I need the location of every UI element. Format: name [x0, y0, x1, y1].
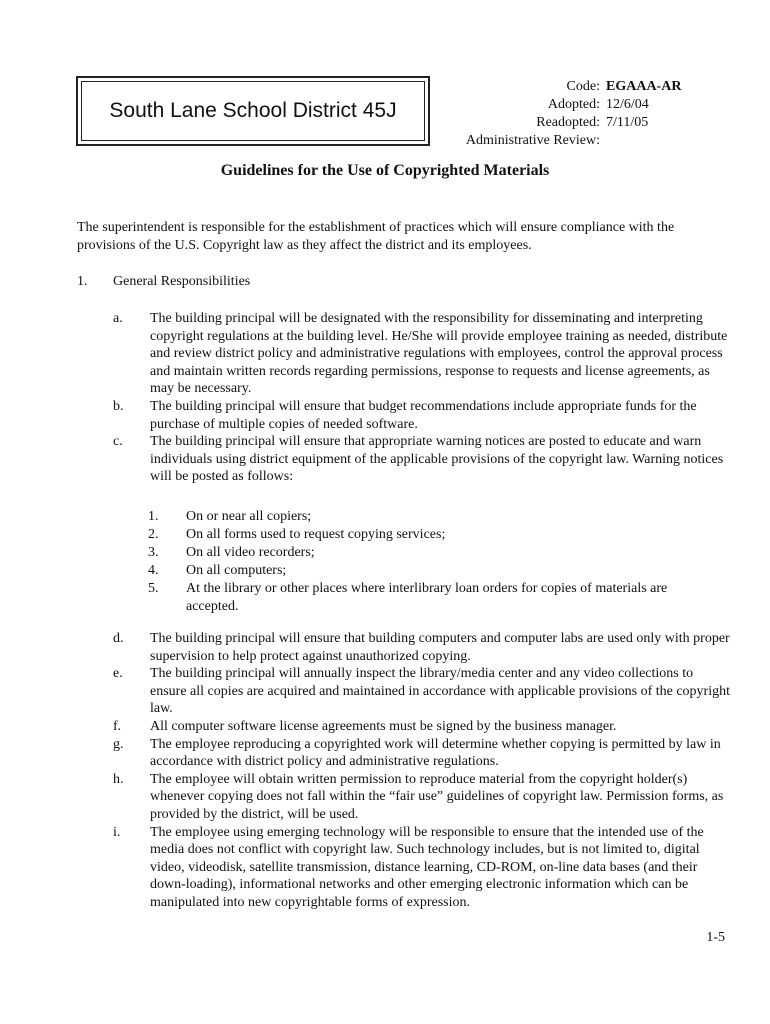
item-letter: b.: [113, 398, 124, 414]
item-text: The employee using emerging technology will be responsible to ensure that the intended use of the media does not conflict with copyright law. Such technology includes, but is not limited to, digital video, videodisk, satellite transmission, distance learning, CD-ROM, on-line data bases (and their down-loading), informational networks and other emerging electronic information which can be manipulated into new copyrightable forms of expression.: [150, 824, 704, 910]
item-number: 2.: [148, 527, 159, 542]
item-text: The building principal will annually inspect the library/media center and any video collections to ensure all copies are acquired and maintained in accordance with applicable provisions of the copyright law.: [150, 666, 731, 717]
list-item: [0, 771, 770, 824]
meta-code: [440, 78, 716, 96]
item-text: On or near all copiers;: [186, 509, 312, 524]
list-item: [0, 508, 770, 526]
item-letter: f.: [113, 718, 122, 734]
list-item: [0, 310, 770, 398]
meta-value: 7/11/05: [606, 115, 649, 130]
meta-label: Code:: [566, 79, 600, 94]
district-name: South Lane School District 45J: [109, 99, 397, 122]
list-item: [0, 665, 770, 718]
item-text: The building principal will be designated with the responsibility for disseminating and interpreting copyright regulations at the building level. He/She will provide employee training as needed, distribute and review district policy and administrative regulations with employees, control the approval process and maintain written records regarding permissions, response to requests and license agreements, as may be necessary.: [150, 311, 728, 397]
item-number: 4.: [148, 563, 159, 578]
item-number: 3.: [148, 545, 159, 560]
item-text: All computer software license agreements must be signed by the business manager.: [150, 718, 617, 734]
list-item: [0, 718, 770, 736]
meta-label: Administrative Review:: [465, 133, 600, 148]
item-letter: i.: [113, 824, 121, 840]
item-letter: a.: [113, 311, 123, 326]
item-text: On all computers;: [186, 563, 287, 578]
meta-adopted: [440, 96, 716, 114]
item-text: The building principal will ensure that building computers and computer labs are used only with proper supervision to help protect against unauthorized copying.: [150, 631, 730, 664]
meta-value: EGAAA-AR: [606, 79, 682, 94]
meta-label: Adopted:: [547, 97, 600, 112]
section-label: General Responsibilities: [113, 274, 251, 289]
meta-value: [606, 132, 716, 150]
item-letter: e.: [113, 666, 123, 682]
meta-review: [440, 132, 716, 150]
section-heading: [77, 273, 250, 291]
intro-paragraph: The superintendent is responsible for the establishment of practices which will ensure compliance with the provisions of the U.S. Copyright law as they affect the district and its employees.: [77, 220, 675, 253]
item-number: 1.: [148, 509, 159, 524]
list-item: [0, 562, 770, 580]
item-letter: c.: [113, 434, 123, 450]
item-letter: d.: [113, 631, 124, 646]
list-item: [0, 630, 770, 665]
item-text: The building principal will ensure that appropriate warning notices are posted to educate and warn individuals using district equipment of the applicable provisions of the copyright law. Warning notices will be posted as follows:: [150, 434, 724, 485]
item-letter: g.: [113, 736, 124, 752]
district-header-box: [76, 76, 430, 146]
item-number: 5.: [148, 581, 159, 596]
district-header-inner: [81, 81, 425, 141]
list-item: [0, 398, 770, 433]
section-number: 1.: [77, 274, 88, 289]
item-text: At the library or other places where interlibrary loan orders for copies of materials are accepted.: [186, 581, 668, 614]
list-item: [0, 824, 770, 912]
warning-notice-list: [0, 508, 770, 616]
document-title: Guidelines for the Use of Copyrighted Materials: [220, 162, 550, 179]
list-item: [0, 526, 770, 544]
item-text: The building principal will ensure that budget recommendations include appropriate funds for the purchase of multiple copies of needed software.: [150, 398, 697, 432]
list-item: [0, 736, 770, 771]
meta-label: Readopted:: [536, 115, 600, 130]
item-text: The employee will obtain written permission to reproduce material from the copyright holder(s) whenever copying does not fall within the “fair use” guidelines of copyright law. Permission forms, as provided by the district, will be used.: [150, 771, 724, 822]
list-item: [0, 433, 770, 486]
list-item: [0, 580, 770, 616]
item-text: On all video recorders;: [186, 545, 315, 560]
item-text: The employee reproducing a copyrighted work will determine whether copying is permitted by law in accordance with district policy and administrative regulations.: [150, 736, 721, 770]
policy-meta: [440, 78, 716, 150]
responsibility-list-second: [0, 630, 770, 912]
meta-value: 12/6/04: [606, 97, 649, 112]
meta-readopted: [440, 114, 716, 132]
page-number: 1-5: [706, 930, 725, 945]
list-item: [0, 544, 770, 562]
item-text: On all forms used to request copying services;: [186, 527, 446, 542]
responsibility-list-first: [0, 310, 770, 486]
item-letter: h.: [113, 771, 124, 787]
